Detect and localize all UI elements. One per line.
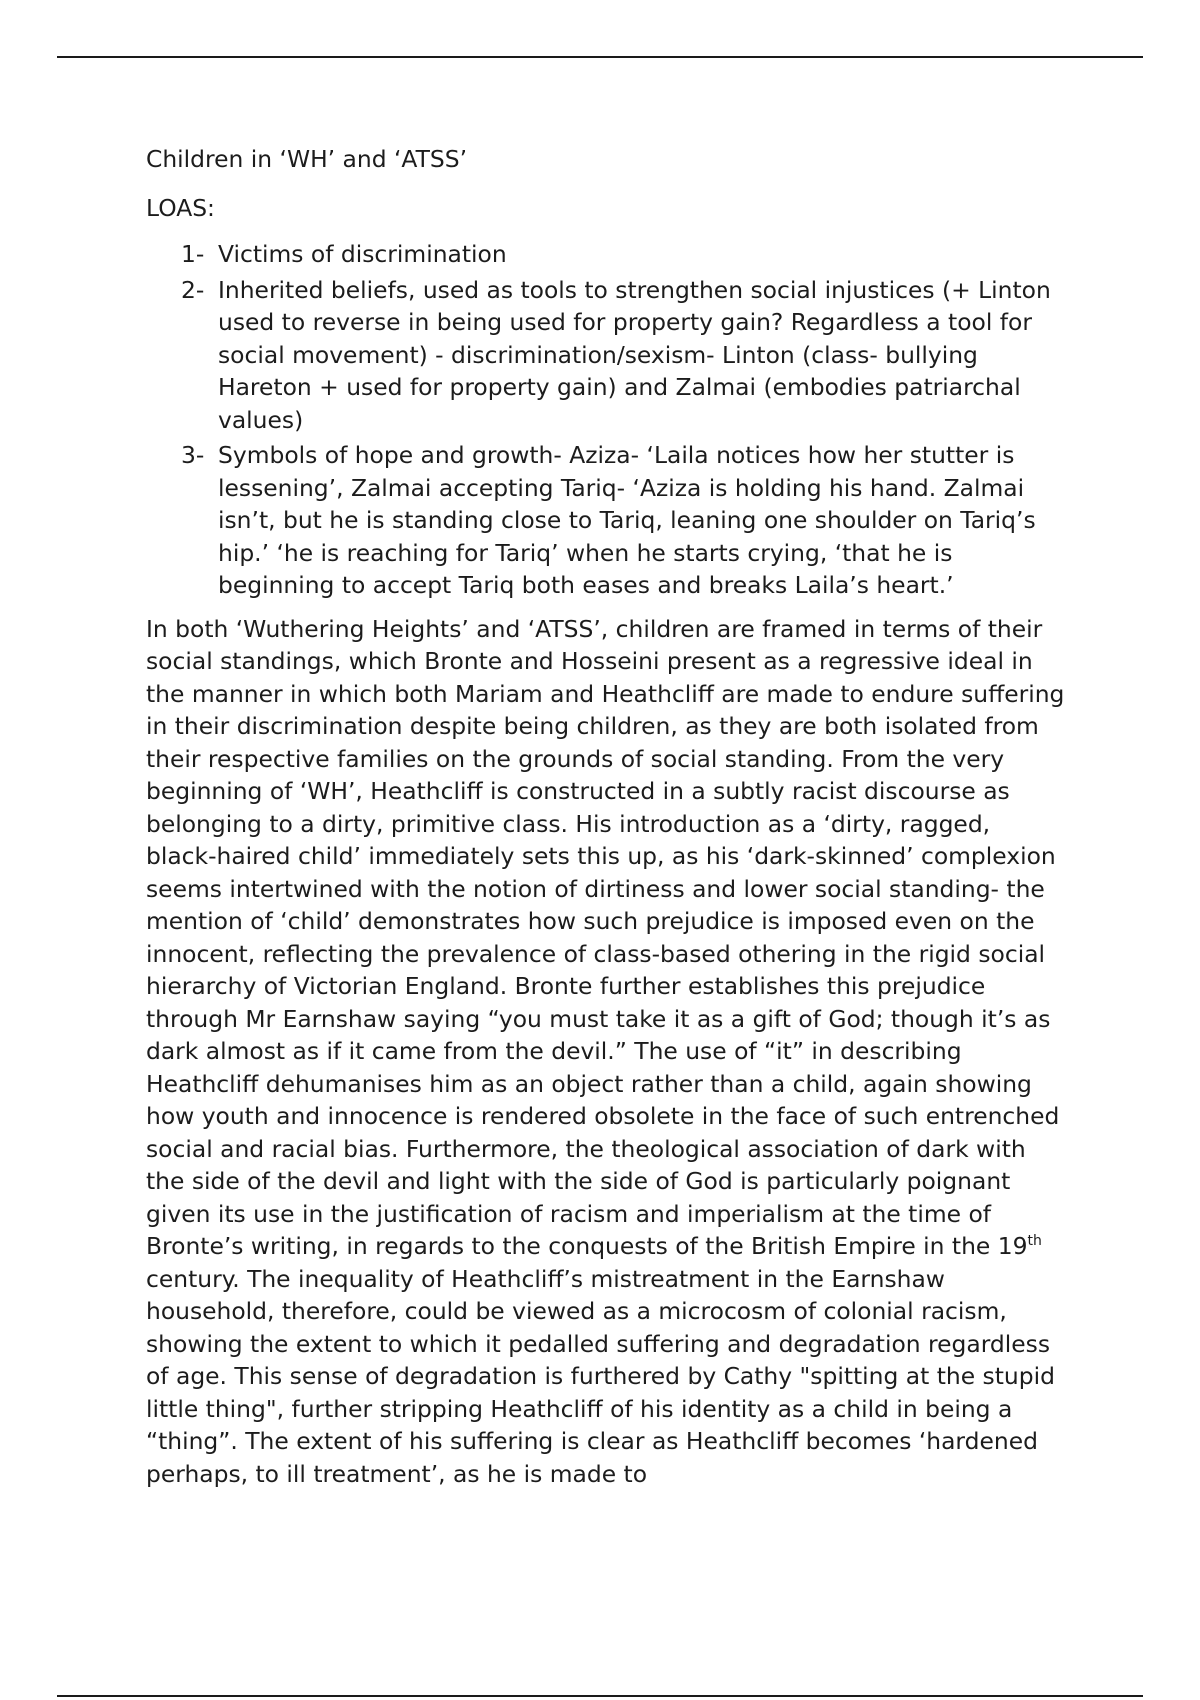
loas-list bbox=[146, 238, 1066, 602]
list-item bbox=[146, 238, 1066, 271]
list-item-text: Symbols of hope and growth- Aziza- ‘Laila notices how her stutter is lessening’, Zalmai accepting Tariq- ‘Aziza is holding his hand. Zalmai isn’t, but he is standing close to Tariq, leaning one shoulder on Tariq’s hip.’ ‘he is reaching for Tariq’ when he starts crying, ‘that he is beginning to accept Tariq both eases and breaks Laila’s heart.’ bbox=[218, 441, 1036, 599]
list-item-number: 1- bbox=[181, 240, 205, 268]
ordinal-superscript: th bbox=[1027, 1233, 1042, 1249]
document-title: Children in ‘WH’ and ‘ATSS’ bbox=[146, 145, 468, 173]
list-item-text: Inherited beliefs, used as tools to strengthen social injustices (+ Linton used to reverse in being used for property gain? Regardless a tool for social movement) - discrimination/sexism- Linton (class- bullying Hareton + used for property gain) and Zalmai (embodies patriarchal values) bbox=[218, 275, 1051, 434]
document-body bbox=[146, 143, 1066, 1490]
list-item bbox=[146, 439, 1066, 602]
body-paragraph-text: In both ‘Wuthering Heights’ and ‘ATSS’, children are framed in terms of their social standings, which Bronte and Hosseini present as a regressive ideal in the manner in which both Mariam and Heathcliff are made to endure suffering in their discrimination despite being children, as they are both isolated from their respective families on the grounds of social standing. From the very beginning of ‘WH’, Heathcliff is constructed in a subtly racist discourse as belonging to a dirty, primitive class. His introduction as a ‘dirty, ragged, black-haired child’ immediately sets this up, as his ‘dark-skinned’ complexion seems intertwined with the notion of dirtiness and lower social standing- the mention of ‘child’ demonstrates how such prejudice is imposed even on the innocent, reflecting the prevalence of class-based othering in the rigid social hierarchy of Victorian England. Bronte further establishes this prejudice through Mr Earnshaw saying “you must take it as a gift of God; though it’s as dark almost as if it came from the devil.” The use of “it” in describing Heathcliff dehumanises him as an object rather than a child, again showing how youth and innocence is rendered obsolete in the face of such entrenched social and racial bias. Furthermore, the theological association of dark with the side of the devil and light with the side of God is particularly poignant given its use in the justification of racism and imperialism at the time of Bronte’s writing, in regards to the conquests of the British Empire in the 19 bbox=[146, 614, 1065, 1260]
page-top-rule bbox=[57, 56, 1143, 58]
list-item-number: 3- bbox=[181, 441, 205, 469]
loas-label: LOAS: bbox=[146, 193, 215, 222]
body-paragraph bbox=[146, 613, 1066, 1491]
list-item-number: 2- bbox=[181, 275, 205, 304]
list-item bbox=[146, 274, 1066, 437]
page-bottom-rule bbox=[57, 1695, 1143, 1697]
list-item-text: Victims of discrimination bbox=[218, 240, 507, 268]
body-paragraph-text-continued: century. The inequality of Heathcliff’s mistreatment in the Earnshaw household, therefore, could be viewed as a microcosm of colonial racism, showing the extent to which it pedalled suffering and degradation regardless of age. This sense of degradation is furthered by Cathy "spitting at the stupid little thing", further stripping Heathcliff of his identity as a child in being a “thing”. The extent of his suffering is clear as Heathcliff becomes ‘hardened perhaps, to ill treatment’, as he is made to bbox=[146, 1264, 1055, 1488]
